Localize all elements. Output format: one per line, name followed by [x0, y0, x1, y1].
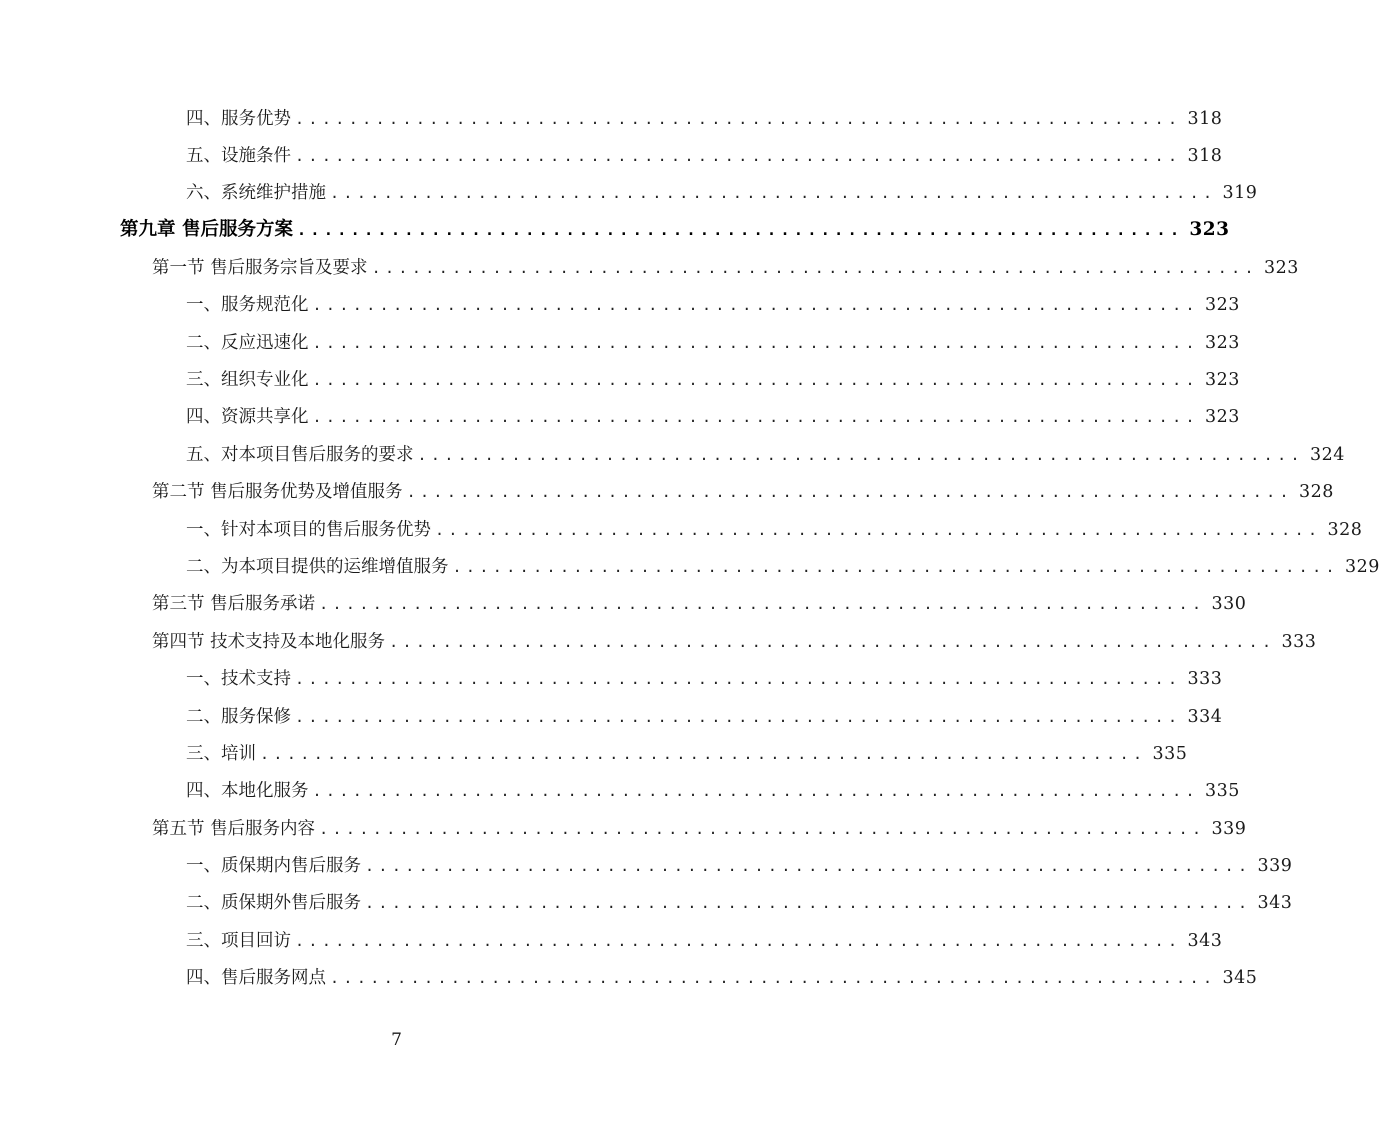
dot-leader: .................................................................. [260, 745, 1147, 763]
dot-leader: .................................................................. [312, 408, 1199, 426]
toc-entry-page: 330 [1211, 594, 1247, 614]
toc-entry-page: 329 [1344, 557, 1380, 577]
toc-entry-label: 第四节 技术支持及本地化服务 [152, 632, 386, 652]
toc-entry[interactable] [186, 367, 1240, 393]
toc-entry-label: 二、质保期外售后服务 [186, 893, 361, 913]
toc-entry-page: 335 [1204, 781, 1240, 801]
toc-entry[interactable] [186, 741, 1188, 767]
toc-entry[interactable] [186, 143, 1223, 169]
toc-entry-page: 323 [1264, 258, 1299, 278]
toc-chapter-entry[interactable] [120, 217, 1230, 243]
dot-leader: .................................................................. [330, 184, 1217, 202]
toc-entry[interactable] [186, 106, 1223, 132]
toc-entry-page: 323 [1204, 295, 1240, 315]
toc-entry-page: 323 [1189, 219, 1230, 240]
toc-entry-page: 324 [1309, 445, 1345, 465]
toc-entry[interactable] [186, 442, 1345, 468]
toc-entry-page: 328 [1327, 520, 1363, 540]
toc-entry-label: 一、服务规范化 [186, 295, 309, 315]
dot-leader: .................................................................. [435, 521, 1322, 539]
toc-entry-page: 319 [1222, 183, 1258, 203]
toc-entry-label: 四、本地化服务 [186, 781, 309, 801]
dot-leader: .................................................................. [330, 969, 1217, 987]
toc-entry-label: 六、系统维护措施 [186, 183, 326, 203]
dot-leader: .................................................................. [295, 110, 1182, 128]
dot-leader: .................................................................. [365, 857, 1252, 875]
dot-leader: .................................................................. [371, 259, 1258, 277]
toc-entry-page: 345 [1222, 968, 1258, 988]
toc-entry[interactable] [186, 180, 1258, 206]
dot-leader: .................................................................. [389, 633, 1276, 651]
dot-leader: .................................................................. [295, 670, 1182, 688]
toc-entry-page: 333 [1187, 669, 1223, 689]
toc-entry-label: 第三节 售后服务承诺 [152, 594, 316, 614]
toc-entry[interactable] [186, 330, 1240, 356]
toc-entry-page: 328 [1299, 482, 1334, 502]
toc-entry-label: 二、反应迅速化 [186, 333, 309, 353]
toc-section-entry[interactable] [152, 629, 1317, 655]
toc-entry-page: 339 [1211, 819, 1247, 839]
toc-entry[interactable] [186, 554, 1380, 580]
dot-leader: .................................................................. [312, 296, 1199, 314]
page-number: 7 [391, 1030, 402, 1050]
toc-entry[interactable] [186, 404, 1240, 430]
toc-entry-label: 三、组织专业化 [186, 370, 309, 390]
dot-leader: .................................................................. [296, 221, 1184, 239]
toc-entry[interactable] [186, 928, 1223, 954]
toc-section-entry[interactable] [152, 255, 1299, 281]
toc-entry[interactable] [186, 778, 1240, 804]
toc-section-entry[interactable] [152, 479, 1334, 505]
toc-entry-label: 一、质保期内售后服务 [186, 856, 361, 876]
toc-entry-label: 二、为本项目提供的运维增值服务 [186, 557, 449, 577]
dot-leader: .................................................................. [417, 446, 1304, 464]
toc-entry-page: 323 [1204, 333, 1240, 353]
toc-entry-page: 343 [1257, 893, 1293, 913]
dot-leader: .................................................................. [319, 595, 1206, 613]
toc-entry-page: 335 [1152, 744, 1188, 764]
toc-entry-page: 339 [1257, 856, 1293, 876]
toc-entry[interactable] [186, 853, 1293, 879]
toc-entry-page: 318 [1187, 109, 1223, 129]
toc-section-entry[interactable] [152, 816, 1247, 842]
toc-entry-label: 四、资源共享化 [186, 407, 309, 427]
toc-entry-label: 五、设施条件 [186, 146, 291, 166]
toc-entry-label: 五、对本项目售后服务的要求 [186, 445, 414, 465]
toc-section-entry[interactable] [152, 591, 1247, 617]
toc-entry-label: 三、培训 [186, 744, 256, 764]
toc-entry-page: 323 [1204, 370, 1240, 390]
toc-entry-page: 343 [1187, 931, 1223, 951]
dot-leader: .................................................................. [365, 894, 1252, 912]
toc-entry[interactable] [186, 517, 1363, 543]
toc-entry-label: 四、服务优势 [186, 109, 291, 129]
toc-entry-page: 333 [1281, 632, 1317, 652]
dot-leader: .................................................................. [295, 147, 1182, 165]
toc-entry[interactable] [186, 965, 1258, 991]
dot-leader: .................................................................. [312, 334, 1199, 352]
toc-entry-label: 一、技术支持 [186, 669, 291, 689]
toc-entry-page: 323 [1204, 407, 1240, 427]
toc-entry-page: 318 [1187, 146, 1223, 166]
dot-leader: .................................................................. [295, 932, 1182, 950]
dot-leader: .................................................................. [452, 558, 1339, 576]
toc-entry[interactable] [186, 704, 1223, 730]
toc-entry[interactable] [186, 890, 1293, 916]
toc-entry[interactable] [186, 666, 1223, 692]
dot-leader: .................................................................. [312, 782, 1199, 800]
dot-leader: .................................................................. [312, 371, 1199, 389]
toc-entry-label: 二、服务保修 [186, 707, 291, 727]
dot-leader: .................................................................. [406, 483, 1293, 501]
dot-leader: .................................................................. [319, 820, 1206, 838]
toc-entry-label: 三、项目回访 [186, 931, 291, 951]
toc-entry-label: 第二节 售后服务优势及增值服务 [152, 482, 403, 502]
toc-entry-label: 第九章 售后服务方案 [120, 219, 293, 240]
toc-entry-label: 四、售后服务网点 [186, 968, 326, 988]
dot-leader: .................................................................. [295, 708, 1182, 726]
toc-entry[interactable] [186, 292, 1240, 318]
toc-entry-label: 第五节 售后服务内容 [152, 819, 316, 839]
toc-entry-label: 一、针对本项目的售后服务优势 [186, 520, 431, 540]
toc-entry-label: 第一节 售后服务宗旨及要求 [152, 258, 368, 278]
toc-entry-page: 334 [1187, 707, 1223, 727]
